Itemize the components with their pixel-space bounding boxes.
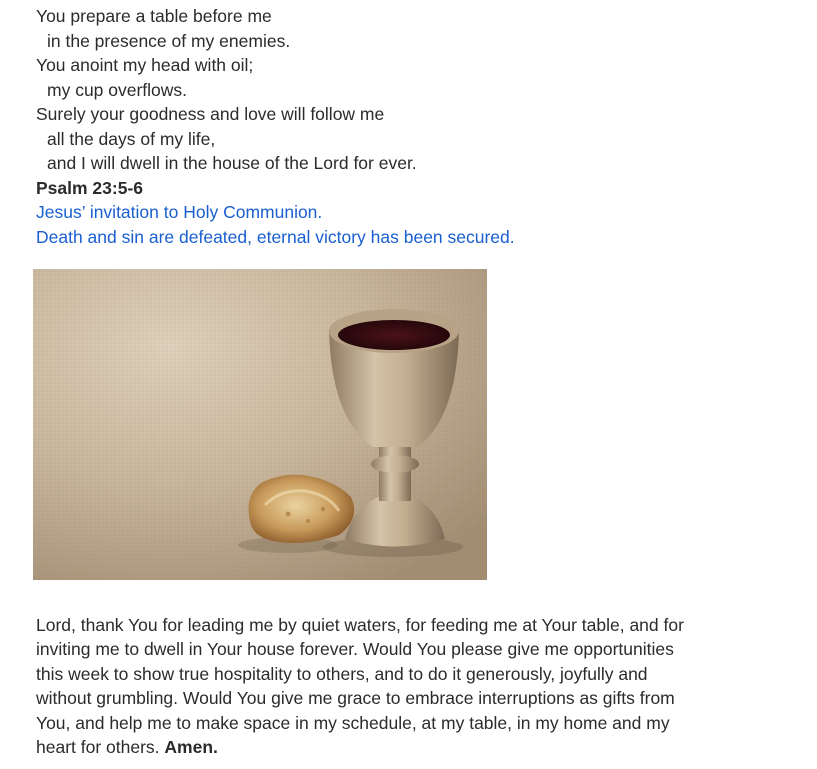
chalice-and-bread-illustration [33, 269, 487, 580]
verse-line: You anoint my head with oil; [36, 55, 254, 75]
scripture-reference: Psalm 23:5-6 [36, 177, 144, 198]
verse-line: and I will dwell in the house of the Lord for ever. [47, 153, 417, 173]
prayer-line: this week to show true hospitality to others, and to do it generously, joyfully and [36, 663, 648, 684]
closing-prayer [36, 613, 796, 759]
verse-line: in the presence of my enemies. [47, 30, 291, 51]
prayer-line [36, 735, 796, 759]
prayer-line: Lord, thank You for leading me by quiet waters, for feeding me at Your table, and for [36, 615, 684, 635]
verse-line: all the days of my life, [47, 128, 216, 149]
amen-text: Amen. [164, 737, 218, 758]
prayer-line: You, and help me to make space in my schedule, at my table, in my home and my [36, 712, 670, 733]
prayer-line: inviting me to dwell in Your house forever. Would You please give me opportunities [36, 639, 674, 660]
devotional-subtitle: Jesus’ invitation to Holy Communion. [36, 202, 323, 222]
communion-photo [33, 269, 487, 580]
verse-line: my cup overflows. [47, 79, 188, 100]
prayer-line: without grumbling. Would You give me grace to embrace interruptions as gifts from [36, 688, 675, 709]
verse-line: Surely your goodness and love will follow me [36, 104, 385, 124]
scripture-passage [36, 4, 796, 249]
devotional-subtitle: Death and sin are defeated, eternal victory has been secured. [36, 226, 515, 247]
prayer-last-text: heart for others. [36, 737, 160, 758]
verse-line: You prepare a table before me [36, 6, 272, 26]
